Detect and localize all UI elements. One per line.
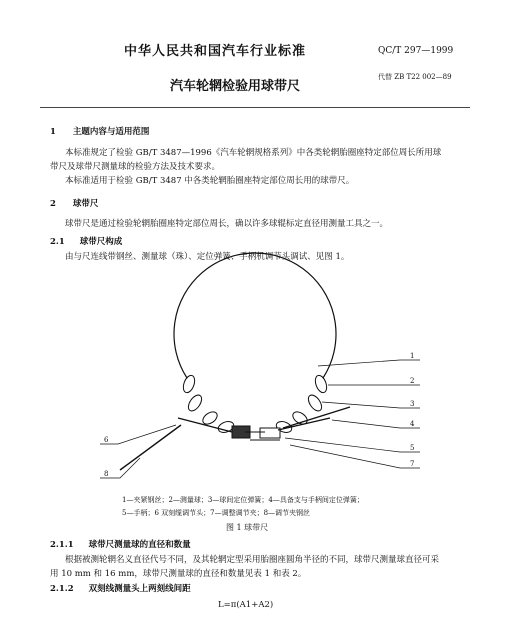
callout-2: 2 [410, 377, 415, 385]
standard-number: QC/T 297—1999 [378, 46, 454, 56]
org-title: 中华人民共和国汽车行业标准 [124, 44, 307, 59]
replaces-standard: 代替 ZB T22 002—89 [378, 73, 452, 81]
callout-7: 7 [410, 460, 415, 468]
figure-legend-line-1: 1—夹紧钢丝；2—测量球；3—球间定位弹簧；4—具备支与手柄间定位弹簧； [122, 496, 364, 504]
leader-lines [100, 360, 420, 478]
paragraph-1: 本标准规定了检验 GB/T 3487—1996《汽车轮辋规格系列》中各类轮辋胎圈座特定部位周长所用球 [65, 148, 442, 158]
paragraph-5: 根据被测轮辋名义直径代号不同，及其轮辋定型采用胎圈座圆角半径的不同，球带尺测量球直径可采 [65, 555, 440, 565]
section-number: 1 [50, 127, 56, 137]
document-title: 汽车轮辋检验用球带尺 [170, 79, 301, 94]
section-2-1-2-heading [50, 582, 191, 594]
paragraph-3: 球带尺是通过检验轮辋胎圈座特定部位周长，确以许多球辊标定直径用测量工具之一。 [65, 219, 389, 229]
callout-3: 3 [410, 400, 415, 408]
section-number: 2 [50, 199, 56, 209]
callout-6: 6 [104, 436, 109, 444]
figure-caption: 图 1 球带尺 [226, 523, 269, 532]
paragraph-1-cont: 带尺及球带尺测量球的检验方法及技术要求。 [50, 162, 221, 172]
callout-8: 8 [104, 470, 109, 478]
section-title: 球带尺测量球的直径和数量 [88, 540, 191, 550]
rim-arc [174, 253, 336, 378]
paragraph-2: 本标准适用于检验 GB/T 3487 中各类轮辋胎圈座特定部位周长用的球带尺。 [65, 176, 355, 186]
paragraph-5-cont: 用 10 mm 和 16 mm，球带尺测量球的直径和数量见表 1 和表 2。 [50, 569, 307, 579]
section-number: 2.1.2 [50, 584, 74, 594]
right-ball-chain [275, 374, 329, 435]
callout-4: 4 [410, 420, 415, 428]
section-2-1-1-heading [50, 538, 191, 550]
section-title: 球带尺 [72, 199, 99, 209]
measuring-head [232, 426, 280, 440]
callout-1: 1 [410, 352, 415, 360]
section-number: 2.1.1 [50, 540, 74, 550]
paragraph-4: 由与尺连线带钢丝、测量球（珠）、定位弹簧、手柄机调节头调试、见图 1。 [65, 252, 350, 262]
section-title: 主题内容与适用范围 [72, 127, 150, 137]
section-number: 2.1 [50, 237, 65, 247]
section-title: 球带尺构成 [79, 237, 123, 247]
callout-5: 5 [410, 444, 415, 452]
figure-legend-line-2: 5—手柄；6 双刻缆调节头；7—调整调节夹；8—调节夹钢丝 [122, 509, 311, 517]
formula: L=π(A1+A2) [218, 600, 274, 610]
section-title: 双刻线测量头上两刻线间距 [88, 584, 191, 594]
